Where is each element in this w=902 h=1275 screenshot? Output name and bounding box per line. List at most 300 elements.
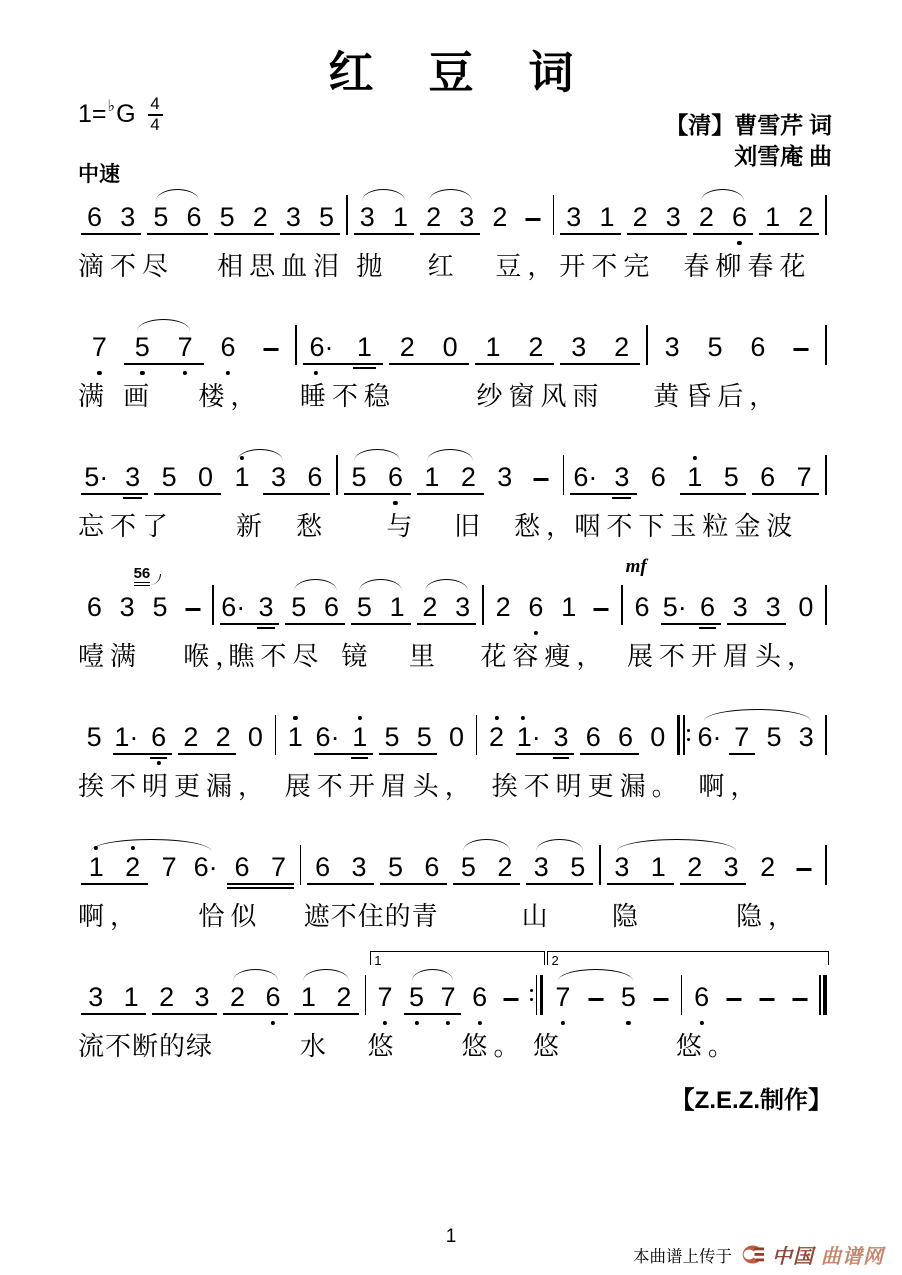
note-digit: 5 [161,462,177,492]
lyric-segment: 画 [123,382,156,411]
lyricist-credit: 【清】曹雪芹 词 [665,113,832,138]
note-digit: 3 [665,202,681,232]
note-digit: 5 [351,462,367,492]
dash-note [718,973,751,1021]
barline [646,325,648,365]
slur-arc [156,189,199,201]
note-digit: 0 [650,722,666,752]
beam-group [78,453,151,501]
slur-arc [294,579,337,591]
dash-note [786,843,822,891]
lyric-segment: 隐 [611,902,644,931]
note-cell [143,713,175,761]
beam-group [304,843,377,891]
note-digit: 5· [84,462,109,492]
note-digit: 3 [732,592,748,622]
slur-arc [359,579,402,591]
beam-group [749,453,822,501]
note-cell [114,453,150,501]
note-cell [78,973,113,1021]
duration-dash [263,348,278,351]
note-digit: 6 [186,202,202,232]
grace-notes: 56 [134,566,151,586]
slur-arc [412,969,454,981]
volta-bracket-1 [369,953,546,1021]
note-digit: 5 [219,202,235,232]
note-digit: 6 [760,462,776,492]
note-digit: 5 [291,592,307,622]
music-line [78,683,830,802]
time-top: 4 [150,94,160,113]
note-cell [609,713,641,761]
tempo-marking: 中速 [78,162,120,186]
barline [621,585,623,625]
slur-arc [91,839,210,851]
time-bottom: 4 [150,115,160,134]
note-cell [78,323,121,371]
note-digit: 2 [426,202,442,232]
note-digit: 3 [459,202,475,232]
music-line [78,943,830,1062]
barline [681,975,683,1015]
note-cell [133,565,177,631]
note-digit: 1 [650,852,666,882]
beam-group [175,713,240,761]
note-cell [472,323,515,371]
note-cell [487,583,520,631]
note-cell [557,193,590,241]
note-digit: 2 [492,202,508,232]
key-tonic: G [116,100,136,128]
slur-arc [701,189,744,201]
lyric-segment: 豆， [495,252,560,281]
lyric-segment: 咽不下玉粒金波 [574,512,799,541]
note-digit: 6· [697,722,722,752]
note-cell [78,713,110,761]
note-cell [487,453,523,501]
beam-group [658,583,724,631]
note-digit: 6 [315,852,331,882]
note-digit: 1 [485,332,501,362]
note-digit: 2 [798,202,814,232]
octave-dot-below [157,761,161,765]
note-cell [78,453,114,501]
dash-note [645,973,678,1021]
note-cell [658,583,691,631]
slur-arc [463,839,509,851]
sixteenth-underline [123,497,142,499]
begin-repeat-barline [677,715,690,755]
note-cell [279,713,311,761]
note-cell [149,973,184,1021]
note-digit: 6 [424,852,440,882]
dash-note [523,453,559,501]
note-digit: 5 [766,722,782,752]
site-footer [633,1240,884,1269]
notes-row [78,193,830,241]
note-digit: 3 [664,332,680,362]
slur-arc [303,969,348,981]
duration-dash [534,478,549,481]
note-digit: 3 [497,462,513,492]
beam-group [211,193,277,241]
note-cell [386,323,429,371]
beam-group [677,453,750,501]
octave-dot-below [383,1021,387,1025]
note-cell [304,843,340,891]
beam-group [78,973,149,1021]
lyric-segment: 恰似 [198,902,263,931]
note-digit: 2 [760,852,776,882]
lyric-segment: 黄昏后， [653,382,782,411]
barline [825,325,827,365]
lyric-segment: 悠 [367,1032,400,1061]
note-digit: 2 [252,202,268,232]
note-cell [110,713,142,761]
note-cell [483,193,516,241]
note-digit: 2 [687,852,703,882]
dash-note [751,973,784,1021]
notes-row [78,323,830,371]
octave-dot-above [358,716,362,720]
lyric-segment: 新 [235,512,268,541]
note-cell [651,323,694,371]
note-digit: 2 [698,202,714,232]
lyric-segment: 抛 [356,252,389,281]
flat-icon: ♭ [107,97,116,115]
lyric-segment: 纱窗风雨 [476,382,605,411]
duration-dash [792,998,807,1001]
note-digit: 5 [318,202,335,232]
lyric-segment: 水 [299,1032,332,1061]
note-digit: 2 [495,592,511,622]
note-digit: 1 [234,462,250,492]
duration-dash [504,998,519,1001]
note-digit: 2 [422,592,438,622]
note-digit: 6 [585,722,601,752]
duration-dash [793,348,808,351]
note-digit: 5 [153,202,169,232]
note-digit: 3 [359,202,375,232]
octave-dot-below [313,371,317,375]
beam-group [624,193,690,241]
barline [476,715,478,755]
note-digit: 2 [125,852,141,882]
note-digit: 6 [750,332,766,362]
slur-arc [233,969,278,981]
note-digit: 6 [87,202,103,232]
note-digit: 1 [123,982,139,1012]
note-digit: 1 [424,462,440,492]
note-digit: 1 [599,202,615,232]
note-cell [514,323,557,371]
note-cell [552,583,585,631]
dash-note [516,193,549,241]
rest-note [789,583,822,631]
lyric-segment: 楼， [198,382,263,411]
note-cell [207,713,239,761]
note-cell [111,193,144,241]
note-cell [113,973,148,1021]
note-digit: 6 [265,982,281,1012]
note-cell [78,193,111,241]
note-digit: 7 [270,852,286,882]
note-digit: 2 [497,852,513,882]
notes-row [78,843,830,891]
slur-arc [617,839,736,851]
note-digit: 3 [120,202,136,232]
note-digit: 5 [384,722,400,752]
note-cell [297,453,333,501]
note-cell [567,453,603,501]
barline [825,195,827,235]
octave-dot-below [700,1021,704,1025]
note-digit: 6 [151,722,167,752]
octave-dot-below [140,371,144,375]
note-digit: 3 [553,722,569,752]
octave-dot-below [97,371,101,375]
lyric-segment: 悠。 [461,1032,526,1061]
note-digit: 1 [687,462,703,492]
note-digit: 7 [796,462,812,492]
lyric-segment: 流不断的绿 [78,1032,214,1061]
note-cell [557,323,600,371]
key-prefix: 1= [78,100,107,128]
note-digit: 3 [119,592,135,622]
duration-dash [727,998,742,1001]
sixteenth-underline [150,757,167,759]
music-line [78,163,830,282]
note-cell [625,556,659,631]
notes-row [78,453,830,501]
slur-arc [704,709,811,721]
note-digit: 3 [798,722,814,752]
volta-number: 1 [374,953,382,968]
note-digit: 3 [455,592,471,622]
note-digit: 6 [617,722,634,752]
lyric-segment: 山 [521,902,554,931]
lyric-segment: 愁 [296,512,329,541]
duration-dash [525,218,540,221]
sixteenth-underline [353,367,375,369]
beam-group [151,453,224,501]
beam-group [224,843,297,891]
lyric-segment: 与 [386,512,419,541]
note-cell [624,193,657,241]
note-cell [789,193,822,241]
note-digit: 0 [442,332,458,362]
note-digit: 3 [125,462,141,492]
note-digit: 0 [449,722,465,752]
barline [482,585,484,625]
dash-note [250,323,293,371]
page-number: 1 [445,1226,457,1247]
lyric-segment: 悠。 [675,1032,740,1061]
note-digit: 3 [566,202,582,232]
note-digit: 5 [356,592,372,622]
rest-note [187,453,223,501]
rest-note [642,713,674,761]
note-digit: 6 [324,592,340,622]
note-digit: 3 [194,982,210,1012]
lyric-segment: 滴不尽 [78,252,175,281]
note-cell [184,973,219,1021]
note-digit: 6· [573,462,598,492]
barline [275,715,277,755]
music-line [78,293,830,412]
note-digit: 7 [555,982,571,1012]
repeat-dots [530,975,533,1015]
note-digit: 7 [734,722,750,752]
note-digit: 2 [488,722,505,752]
note-cell [590,193,623,241]
note-cell [694,323,737,371]
note-digit: 2 [399,332,415,362]
note-digit: 6 [650,462,666,492]
barline [825,715,827,755]
note-cell [224,843,260,891]
duration-dash [185,608,200,611]
note-digit: 0 [198,462,214,492]
time-signature [148,96,163,133]
note-digit: 5 [409,982,425,1012]
note-cell [513,713,545,761]
barline [825,845,827,885]
lyric-segment: 隐， [736,902,801,931]
beam-group [557,323,643,371]
note-digit: 6 [472,982,488,1012]
site-logo-icon [739,1243,765,1266]
beam-group [472,323,558,371]
lyric-segment: 相思血泪 [217,252,346,281]
note-cell [756,193,789,241]
music-line [78,423,830,542]
lyrics-row [78,246,830,282]
dash-note [176,583,209,631]
octave-dot-below [626,1021,630,1025]
note-cell [520,583,553,631]
note-digit: 6 [387,462,403,492]
site-name-qupu: 曲谱网 [821,1246,884,1268]
note-digit: 5 [620,982,636,1012]
note-digit: 6 [731,202,747,232]
note-cell [545,713,577,761]
lyric-segment: 旧 [454,512,487,541]
note-digit: 3 [270,462,286,492]
beam-group [557,193,623,241]
note-cell [724,583,757,631]
note-digit: 6· [309,332,334,362]
note-digit: 0 [247,722,263,752]
duration-dash [654,998,669,1001]
lyric-segment: 开不完 [559,252,656,281]
note-cell [310,193,343,241]
note-cell [757,583,790,631]
lyric-segment: 里 [408,642,441,671]
barline [825,585,827,625]
rest-note [239,713,271,761]
note-digit: 1 [561,592,577,622]
beam-group [277,193,343,241]
beam-group [217,583,283,631]
note-digit: 3 [533,852,549,882]
slur-arc [536,839,582,851]
lyric-segment: 睡不稳 [299,382,396,411]
note-digit: 2 [528,332,544,362]
note-cell [341,843,377,891]
duration-dash [760,998,775,1001]
note-digit: 6 [528,592,544,622]
beam-group [376,713,441,761]
note-digit: 3 [614,852,630,882]
note-cell [369,973,401,1021]
note-digit: 5 [460,852,476,882]
note-digit: 6 [694,982,710,1012]
note-digit: 5 [152,592,168,622]
barline [563,455,565,495]
beam-group [386,323,472,371]
note-cell [749,453,785,501]
beam-group [577,713,642,761]
note-digit: 6· [221,592,246,622]
beam-group [724,583,790,631]
note-cell [260,843,296,891]
note-digit: 7 [161,852,177,882]
note-digit: 7 [440,982,456,1012]
notes-row [78,953,830,1021]
key-signature [78,96,163,133]
note-digit: 5 [86,722,102,752]
slur-arc [362,189,405,201]
composer-credit: 刘雪庵 曲 [734,144,832,169]
lyric-segment: 喉， [183,642,248,671]
sixteenth-underline [699,627,716,629]
barline [295,325,297,365]
sixteenth-underline [351,757,368,759]
beam-group [513,713,578,761]
note-cell [737,323,780,371]
note-digit: 5 [723,462,739,492]
barline [825,455,827,495]
site-name-cn: 中国 [772,1246,814,1268]
note-digit: 2 [614,332,630,362]
beam-group [567,453,640,501]
lyrics-row [78,1026,830,1062]
note-cell [175,713,207,761]
duration-dash [594,608,609,611]
repeat-dots [687,715,690,755]
note-digit: 2 [159,982,175,1012]
note-cell [344,713,376,761]
note-digit: 3 [285,202,301,232]
note-digit: 2 [460,462,476,492]
beam-group [377,843,450,891]
note-cell [217,583,250,631]
note-cell [677,453,713,501]
note-digit: 6 [307,462,323,492]
rest-note [440,713,472,761]
note-digit: 2 [215,722,231,752]
note-digit: 1 [392,202,408,232]
note-cell [343,323,386,371]
note-digit: 3 [258,592,274,622]
note-cell [244,193,277,241]
octave-dot-below [478,1021,482,1025]
lyric-segment: 春柳春花 [683,252,812,281]
lyric-segment: 愁， [514,512,579,541]
slur-arc [237,449,283,461]
note-digit: 1· [516,722,541,752]
